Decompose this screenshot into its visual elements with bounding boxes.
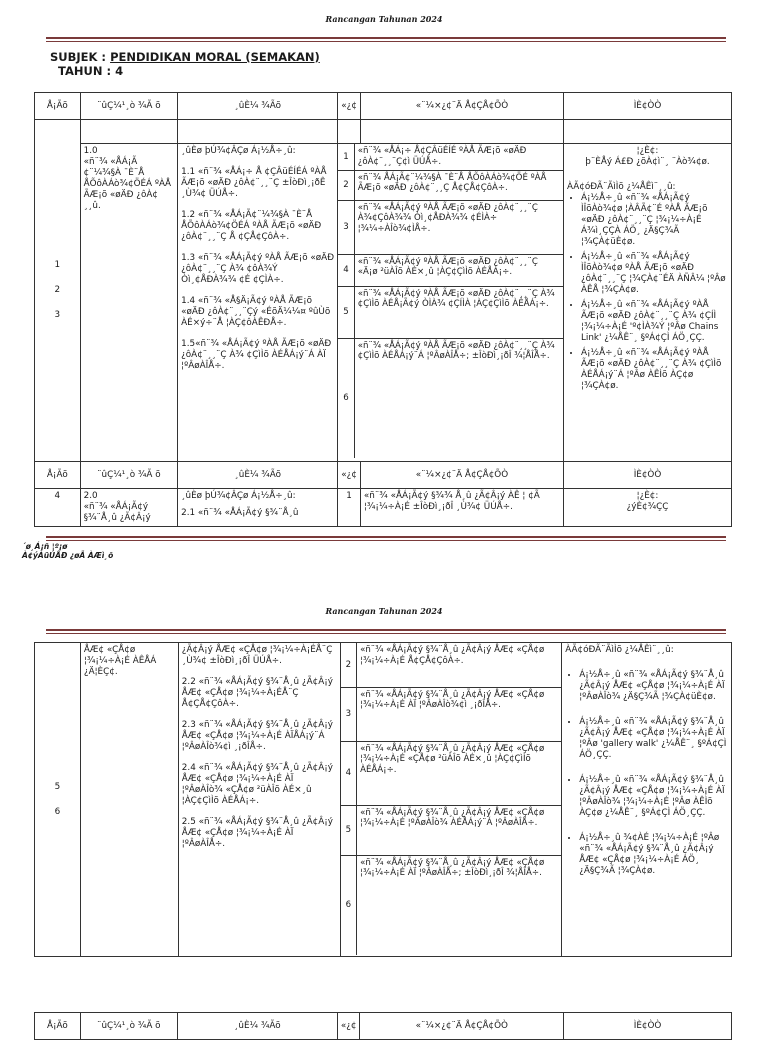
criteria-text: «ñ¨¾ «ÅÁ¡Ã¢ý §¾¨Å¸û ¿Ã¢Â¡ý ÅÆ¢ «ÇÅ¢ø ¦¾¡¼÷À¡É ¦ºÂøÀÎò¾ ÀÉÅÁ¡ý¨Á ¦ºÂøÀÎÅ÷. — [357, 805, 562, 855]
week-number: 6 — [54, 806, 61, 817]
notes-intro: ÀÃ¢óÐÃ¨ÃìÌõ ¿¼ÅÊì¨¸¸û: — [565, 645, 674, 655]
learning-item: 1.1 «ñ¨¾ «ÅÁ¡÷ Å ¢ÇÂüÉÍÉÁ ºÀÅ ÃÆ¡õ «øÄÐ ¿ôÀ¢¨¸¸¨Ç ±ÎòÐì¸¡ðÊ ¸Ù¾¢ ÜÚÅ÷. — [181, 167, 327, 199]
col-notes-header: ÌÈ¢ÒÒ — [564, 462, 732, 489]
subject-block — [50, 50, 320, 78]
col-learning-header: ¸ûÈ¼ ¾Ãõ — [178, 462, 338, 489]
level-number: 3 — [341, 687, 357, 741]
week-number: 3 — [54, 310, 61, 320]
level-number: 4 — [338, 254, 354, 286]
col-standard-header: ¨ûÇ¼¹¸ò ¾Ã õ — [80, 93, 178, 120]
learning-cell — [178, 489, 338, 527]
subject-value: PENDIDIKAN MORAL (SEMAKAN) — [110, 50, 320, 64]
week-number: 2 — [54, 285, 61, 295]
week-cell — [35, 120, 81, 462]
list-item: • Á¡½Å÷¸û «ñ¨¾ «ÅÁ¡Ã¢ý ºÀÅ ÃÆ¡õ «øÄÐ ¿ôÀ¢¨¸¸¨Ç À¾ ¢ÇÍÌ ¦¾¡¼÷À¡É 'º¢ÌÀ¾Ý ¦ºÂø Chains Link' ¿¼ÅÊ¨¸ §ºÁ¢ÇÌ ÁÖ¸ÇÇ. — [581, 300, 728, 344]
footer-line: ´ø¸Á¡ñ ¦º¡ø — [22, 542, 68, 551]
learning-cell — [178, 144, 338, 462]
col-standard-header: ¨ûÇ¼¹¸ò ¾Ã õ — [80, 462, 178, 489]
criteria-text: «ñ¨¾ «ÅÁ¡Ã¢ý §¾¨Å¸û ¿Ã¢Â¡ý ÅÆ¢ «ÇÅ¢ø ¦¾¡¼÷À¡É Å¢ÇÅ¢ÇôÀ÷. — [357, 643, 562, 687]
learning-cell — [178, 643, 340, 957]
criteria-text: «ñ¨¾ «ÅÁ¡Ã¢ý ºÀÅ ÃÆ¡õ «øÄÐ ¿ôÀ¢¨¸¸¨Ç À¾ ¢ÇìÌõ ÀÉÅÁ¡ý¨Á ¦ºÂøÀÎÅ÷; ±ÎòÐì¸¡ðÎ ¾¦ÅÎÅ÷. — [354, 338, 563, 458]
learning-item: 1.2 «ñ¨¾ «ÅÁ¡Ã¢¨¼¾§À ¯È¨Å ÅÕôÀÁò¾¢ÖÉÁ ºÀÅ ÃÆ¡õ «øÄÐ ¿ôÀ¢¨¸¸¨Ç Å ¢ÇÅ¢ÇôÀ÷. — [181, 210, 322, 242]
list-item: • Á¡½Å÷¸û «ñ¨¾ «ÅÁ¡Ã¢ý §¾¨Å¸û ¿Ã¢Â¡ý ÅÆ¢ «ÇÅ¢ø ¦¾¡¼÷À¡É ÀÏ ¦ºÂø 'gallery walk' ¿¼ÅÊ¨¸ §ºÁ¢ÇÌ ÁÖ¸ÇÇ. — [579, 717, 728, 761]
table-row — [35, 144, 732, 462]
standard-cell: 1.0 «ñ¨¾ «ÅÁ¡Ã ¢¨¼¾§À ¯È¨Å ÅÕôÀÁò¾¢ÖÉÁ ºÀÅ ÃÆ¡õ «øÄÐ ¿ôÀ¢ ¸¸û. — [80, 144, 178, 462]
plan-table-3 — [34, 1012, 732, 1040]
level-number: 5 — [338, 286, 354, 338]
notes-list — [565, 670, 728, 877]
level-number: 4 — [341, 741, 357, 805]
col-criteria-header: «¨¼×¿¢¨Ä Å¢ÇÅ¢ÕÒ — [360, 93, 563, 120]
criteria-text: «ñ¨¾ «ÅÁ¡Ã¢ý §¾¨Å¸û ¿Ã¢Â¡ý ÅÆ¢ «ÇÅ¢ø ¦¾¡¼÷À¡É ÀÏ ¦ºÂøÀÎò¾¢ì ¸¡ðÎÅ÷. — [357, 687, 562, 741]
page-header: Rancangan Tahunan 2024 — [325, 14, 443, 24]
plan-table-1 — [34, 92, 732, 527]
notes-cell — [562, 643, 732, 957]
list-item: • Á¡½Å÷¸û «ñ¨¾ «ÅÁ¡Ã¢ý ÌÎõÀò¾¢ø ¦ÀÂÃ¢¨É ºÀÅ ÃÆ¡õ «øÄÐ ¿ôÀ¢¨¸¸¨Ç ¦¾¡¼÷À¡É Á¾ì¸ÇÇÀ ÁÖ¸ ¿Ä§Ç¾Ã ¦¾ÇÀ¢üÈ¢ø. — [581, 193, 728, 248]
col-week-header: Å¡Ãõ — [35, 1013, 81, 1040]
learning-intro: ¸ûÈø þÚ¾¢ÂÇø Á¡½Å÷¸û: — [181, 491, 296, 501]
col-learning-header: ¸ûÈ¼ ¾Ãõ — [177, 1013, 337, 1040]
criteria-text: «ñ¨¾ «ÅÁ¡Ã¢ý ºÀÅ ÃÆ¡õ «øÄÐ ¿ôÀ¢¨¸¸¨Ç À¾ ¢ÇìÌõ ÀÉÅ¡Ã¢ý ÒÌÀ¾ ¢ÇÍÌÀ ¦ÀÇ¢ÇìÌõ ÀÉÅÁ¡÷. — [354, 286, 563, 338]
standard-cell: 2.0 «ñ¨¾ «ÅÁ¡Ã¢ý §¾¨Å¸û ¿Ã¢Â¡ý — [80, 489, 178, 527]
year-value: 4 — [115, 64, 124, 78]
table-row — [35, 489, 732, 527]
col-criteria-header: «¨¼×¿¢¨Ä Å¢ÇÅ¢ÕÒ — [360, 462, 563, 489]
level-number: 5 — [341, 805, 357, 855]
footer-note — [22, 542, 113, 560]
notes-cell — [564, 489, 732, 527]
footer-rule — [46, 536, 726, 541]
col-week-header: Å¡Ãõ — [35, 93, 81, 120]
list-item: • Á¡½Å÷¸û «ñ¨¾ «ÅÁ¡Ã¢ý §¾¨Å¸û ¿Ã¢Â¡ý ÅÆ¢ «ÇÅ¢ø ¦¾¡¼÷À¡É ÀÏ ¦ºÂøÀÎò¾ ¿Ä§Ç¾Ã ¦¾ÇÀ¢üÈ¢ø. — [579, 670, 728, 703]
col-level-header: «¿¢ — [338, 93, 361, 120]
list-item: • Á¡½Å÷¸û ¾¢ÀÉ ¦¾¡¼÷À¡É ¦ºÂø «ñ¨¾ «ÅÁ¡Ã¢ý §¾¨Å¸û ¿Ã¢Â¡ý ÅÆ¢ «ÇÅ¢ø ¦¾¡¼÷À¡É ÁÖ¸ ¿Ä§Ç¾Ã ¦¾ÇÀ¢ø. — [579, 833, 728, 877]
level-number: 2 — [341, 643, 357, 687]
table-header-row — [35, 93, 732, 120]
criteria-text: «ñ¨¾ «ÅÁ¡Ã¢ý ºÀÅ ÃÆ¡õ «øÄÐ ¿ôÀ¢¨¸¸¨Ç «Ä¡ø ²üÀÎõ ÀÉ×¸û ¦ÀÇ¢ÇìÌõ ÀÉÅÁ¡÷. — [354, 254, 563, 286]
criteria-text: «ñ¨¾ «ÅÁ¡Ã¢ý §¾¾ Å¸û ¿Ã¢Â¡ý ÀÊ ¦ ¢Ã ¦¾¡¼÷À¡É ±ÎòÐì¸¡ðÎ ¸Ù¾¢ ÜÚÅ÷. — [360, 489, 563, 527]
week-number: 5 — [54, 781, 61, 792]
criteria-cell — [340, 643, 562, 957]
page-header: Rancangan Tahunan 2024 — [325, 606, 443, 616]
learning-item: 2.4 «ñ¨¾ «ÅÁ¡Ã¢ý §¾¨Å¸û ¿Ã¢Â¡ý ÅÆ¢ «ÇÅ¢ø ¦¾¡¼÷À¡É ÀÏ ¦ºÂøÀÎò¾ «ÇÅ¢ø ²üÀÎõ ÀÉ×¸û ¦ÀÇ¢ÇìÌõ ÀÉÅÁ¡÷. — [181, 763, 333, 806]
learning-item: 2.5 «ñ¨¾ «ÅÁ¡Ã¢ý §¾¨Å¸û ¿Ã¢Â¡ý ÅÆ¢ «ÇÅ¢ø ¦¾¡¼÷À¡É ÀÏ ¦ºÂøÀÎÅ÷. — [181, 817, 333, 849]
learning-item: 1.3 «ñ¨¾ «ÅÁ¡Ã¢ý ºÀÅ ÃÆ¡õ «øÄÐ ¿ôÀ¢¨¸¸¨Ç À¾ ¢ôÀ¾Ý Òì¸¢ÅÐÀ¾¾ ¢É ¢ÇÌÀ÷. — [181, 253, 335, 285]
notes-intro: ÀÃ¢óÐÃ¨ÃìÌõ ¿¼ÅÊì¨¸¸û: — [567, 182, 676, 192]
list-item: • Á¡½Å÷¸û «ñ¨¾ «ÅÁ¡Ã¢ý ºÀÅ ÃÆ¡õ «øÄÐ ¿ôÀ¢¨¸¸¨Ç À¾ ¢ÇìÌõ ÀÉÅÁ¡ý¨Á ¦ºÂø ÀÊÌõ ÀÇ¢ø ¦¾ÇÀ¢ø. — [581, 348, 728, 392]
week-number: 1 — [54, 260, 61, 270]
level-number: 3 — [338, 200, 354, 254]
learning-item: 1.5«ñ¨¾ «ÅÁ¡Ã¢ý ºÀÅ ÃÆ¡õ «øÄÐ ¿ôÀ¢¨¸¸¨Ç À¾ ¢ÇìÌõ ÀÉÅÁ¡ý¨Á ÀÏ ¦ºÂøÀÎÅ÷. — [181, 339, 332, 371]
week-cell — [35, 643, 81, 957]
notes-cell — [564, 144, 732, 462]
level-number: 6 — [338, 338, 354, 458]
level-number: 2 — [338, 170, 354, 200]
col-week-header: Å¡Ãõ — [35, 462, 81, 489]
list-item: • Á¡½Å÷¸û «ñ¨¾ «ÅÁ¡Ã¢ý §¾¨Å¸û ¿Ã¢Â¡ý ÅÆ¢ «ÇÅ¢ø ¦¾¡¼÷À¡É ÀÏ ¦ºÂøÀÎò¾ ¦¾¡¼÷À¡É ¦ºÂø ÀÊÌõ ÀÇ¢ø ¿¼ÅÊ¨¸ §ºÁ¢ÇÌ ÁÖ¸ÇÇ. — [579, 775, 728, 819]
notes-title: ¦¿È¢: — [636, 146, 659, 156]
col-level-header: «¿¢ — [337, 1013, 360, 1040]
learning-item: 2.1 «ñ¨¾ «ÅÁ¡Ã¢ý §¾¨Å¸û — [181, 508, 299, 518]
col-criteria-header: «¨¼×¿¢¨Ä Å¢ÇÅ¢ÕÒ — [360, 1013, 564, 1040]
col-notes-header: ÌÈ¢ÒÒ — [564, 1013, 732, 1040]
criteria-cell — [338, 144, 564, 462]
week-number: 4 — [35, 489, 81, 527]
col-learning-header: ¸ûÈ¼ ¾Ãõ — [178, 93, 338, 120]
year-label: TAHUN : — [58, 64, 112, 78]
learning-item: 2.3 «ñ¨¾ «ÅÁ¡Ã¢ý §¾¨Å¸û ¿Ã¢Â¡ý ÅÆ¢ «ÇÅ¢ø ¦¾¡¼÷À¡É ÀÏÅÁ¡ý¨Á ¦ºÂøÀÎò¾¢ì ¸¡ðÎÅ÷. — [181, 720, 333, 752]
criteria-text: «ñ¨¾ «ÅÁ¡Ã¢ý §¾¨Å¸û ¿Ã¢Â¡ý ÅÆ¢ «ÇÅ¢ø ¦¾¡¼÷À¡É ÀÏ ¦ºÂøÀÎÅ÷; ±ÎòÐì¸¡ðÎ ¾¦ÅÎÅ÷. — [357, 855, 562, 955]
subject-label: SUBJEK : — [50, 50, 107, 64]
criteria-text: «ñ¨¾ «ÅÁ¡Ã¢ý ºÀÅ ÃÆ¡õ «øÄÐ ¿ôÀ¢¨¸¸¨Ç À¾¢ÇôÀ¾¾ Òì¸¢ÅÐÀ¾¾ ¢ÉÌÀ÷ ¦¾¼÷ÀÎò¾¢ÌÅ÷. — [354, 200, 563, 254]
plan-table-2 — [34, 642, 732, 957]
level-number: 6 — [341, 855, 357, 955]
col-level-header: «¿¢ — [338, 462, 361, 489]
learning-item: 1.4 «ñ¨¾ «Å§Ä¡Ã¢ý ºÀÅ ÃÆ¡õ «øÄÐ ¿ôÀ¢¨¸¸¨Çý «ÉõÄ¼¼¤ ºûÙõ ÀÉ×ý÷¨Å ¦ÀÇ¢ôÀÊÐÅ÷. — [181, 296, 331, 328]
list-item: • Á¡½Å÷¸û «ñ¨¾ «ÅÁ¡Ã¢ý ÌÎõÀò¾¢ø ºÀÅ ÃÆ¡õ «øÄÐ ¿ôÀ¢¨¸¸¨Ç ¦¾ÇÀ¢¨ÉÄ ÀÑÂ¼ ¦ºÂø ÀÊÅ ¦¾ÇÀ¢ø. — [581, 252, 728, 296]
notes-subtitle: þ¨ÈÅý Á£Ð ¿õÀ¢ì¨¸ ¨Àò¾¢ø. — [585, 157, 710, 167]
standard-cell: ÅÆ¢ «ÇÅ¢ø ¦¾¡¼÷À¡É ÀÊÅÁ ¿Ä¦ÈÇ¢. — [80, 643, 178, 957]
table-header-row-repeat — [35, 462, 732, 489]
notes-subtitle: ¿ýÈ¢¾ÇÇ — [626, 502, 669, 512]
table-header-row — [35, 1013, 732, 1040]
learning-item: 2.2 «ñ¨¾ «ÅÁ¡Ã¢ý §¾¨Å¸û ¿Ã¢Â¡ý ÅÆ¢ «ÇÅ¢ø ¦¾¡¼÷À¡ÉÅ¨Ç Å¢ÇÅ¢ÇôÀ÷. — [181, 677, 333, 709]
criteria-text: «ñ¨¾ ÅÁ¡Ã¢¨¼¾§À ¯È¨Å ÅÕôÀÁò¾¢ÖÉ ºÀÅ ÃÆ¡õ «øÄÐ ¿ôÀ¢¨¸¸Ç Å¢ÇÅ¢ÇôÀ÷. — [354, 170, 563, 200]
footer-line: À¢ýÀüÚÅÐ ¿øÄ ÀÆì¸õ — [22, 551, 114, 560]
level-number: 1 — [338, 489, 361, 527]
col-standard-header: ¨ûÇ¼¹¸ò ¾Ã õ — [80, 1013, 177, 1040]
col-notes-header: ÌÈ¢ÒÒ — [564, 93, 732, 120]
notes-title: ¦¿È¢: — [636, 491, 659, 501]
notes-list — [567, 193, 728, 392]
header-rule — [46, 629, 726, 634]
learning-intro: ¸ûÈø þÚ¾¢ÂÇø Á¡½Å÷¸û: — [181, 146, 296, 156]
criteria-text: «ñ¨¾ «ÅÁ¡Ã¢ý §¾¨Å¸û ¿Ã¢Â¡ý ÅÆ¢ «ÇÅ¢ø ¦¾¡¼÷À¡É «ÇÅ¢ø ²üÀÎõ ÀÉ×¸û ¦ÀÇ¢ÇìÌõ ÀÉÅÁ¡÷. — [357, 741, 562, 805]
learning-item: ¿Ã¢Â¡ý ÅÆ¢ «ÇÅ¢ø ¦¾¡¼÷À¡ÉÅ¨Ç ¸Ù¾¢ ±ÎòÐì¸¡ðÎ ÜÚÅ÷. — [181, 645, 333, 666]
header-rule — [46, 37, 726, 42]
criteria-text: «ñ¨¾ «ÅÁ¡÷ Å¢ÇÂüÉÍÉ ºÀÅ ÃÆ¡õ «øÄÐ ¿ôÀ¢¨¸¸¨Ç¢ì ÜÚÅ÷. — [354, 144, 563, 170]
table-spacer-row — [35, 120, 732, 144]
level-number: 1 — [338, 144, 354, 170]
table-row — [35, 643, 732, 957]
